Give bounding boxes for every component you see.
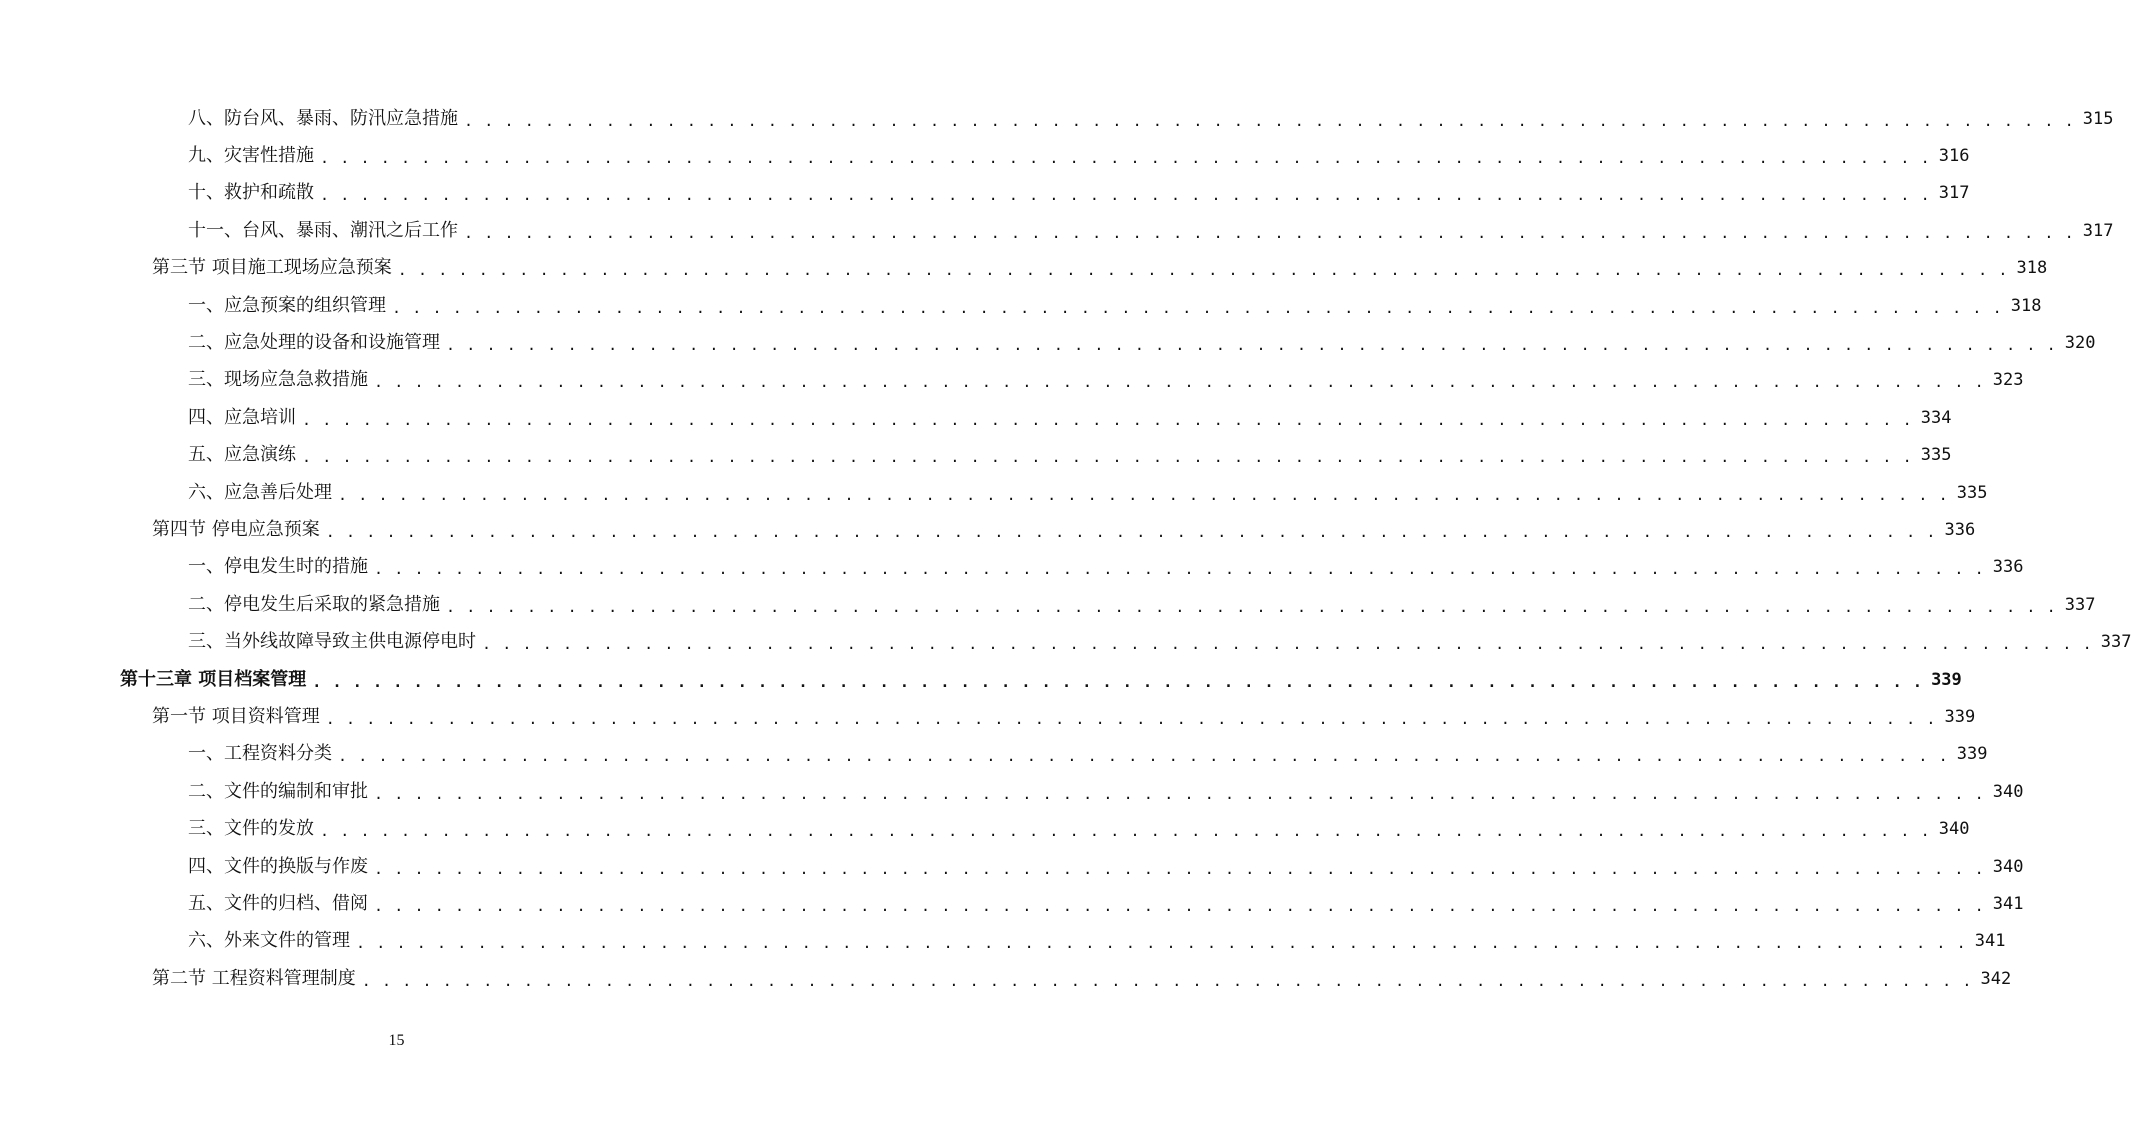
toc-entry-title: 五、应急演练 xyxy=(188,444,296,466)
toc-entry[interactable] xyxy=(0,175,1970,212)
toc-entry[interactable] xyxy=(0,437,1952,474)
toc-entry[interactable] xyxy=(0,137,1970,174)
toc-entry-page: 318 xyxy=(2010,295,2042,316)
toc-entry-page: 340 xyxy=(1992,781,2024,802)
toc-entry-title: 一、工程资料分类 xyxy=(188,743,332,765)
toc-entry-title: 二、停电发生后采取的紧急措施 xyxy=(188,593,440,615)
toc-entry[interactable] xyxy=(0,848,2024,885)
page-number: 15 xyxy=(388,1032,405,1049)
toc-entry-page: 339 xyxy=(1944,706,1976,727)
toc-entry-title: 三、现场应急急救措施 xyxy=(188,369,368,391)
toc-entry-page: 320 xyxy=(2064,333,2096,354)
dot-leader: . . . . . . . . . . . . . . . . . . . . . . . . . . . . . . . . . . . . . . . . . . . . . . . . . . . . . . . . . . . . . . . . . . . . . . . . . . . . . . . . xyxy=(446,336,2057,355)
toc-entry-title: 第三节 项目施工现场应急预案 xyxy=(152,257,392,279)
toc-entry[interactable] xyxy=(0,287,2042,324)
toc-entry-page: 341 xyxy=(1992,893,2024,914)
toc-entry-title: 九、灾害性措施 xyxy=(188,145,314,167)
toc-chapter-entry[interactable] xyxy=(0,661,1962,698)
toc-entry-title: 四、文件的换版与作废 xyxy=(188,855,368,877)
toc-entry[interactable] xyxy=(0,474,1988,511)
dot-leader: . . . . . . . . . . . . . . . . . . . . . . . . . . . . . . . . . . . . . . . . . . . . . . . . . . . . . . . . . . . . . . . . . . . . . . . . . . . . . . . . xyxy=(446,597,2057,616)
dot-leader: . . . . . . . . . . . . . . . . . . . . . . . . . . . . . . . . . . . . . . . . . . . . . . . . . . . . . . . . . . . . . . . . . . . . . . . . . . . . . . . . xyxy=(356,934,1967,953)
toc-entry[interactable] xyxy=(0,885,2024,922)
toc-entry-title: 十、救护和疏散 xyxy=(188,182,314,204)
toc-entry-page: 316 xyxy=(1938,146,1970,167)
toc-entry[interactable] xyxy=(0,399,1952,436)
toc-entry[interactable] xyxy=(0,810,1970,847)
dot-leader: . . . . . . . . . . . . . . . . . . . . . . . . . . . . . . . . . . . . . . . . . . . . . . . . . . . . . . . . . . . . . . . . . . . . . . . . . . . . . . . . xyxy=(320,186,1931,205)
toc-entry-title: 第二节 工程资料管理制度 xyxy=(152,967,356,989)
toc-entry-page: 339 xyxy=(1931,669,1962,690)
toc-entry-title: 第十三章 项目档案管理 xyxy=(120,668,307,690)
toc-entry-title: 三、当外线故障导致主供电源停电时 xyxy=(188,631,476,653)
toc-entry[interactable] xyxy=(0,586,2096,623)
dot-leader: . . . . . . . . . . . . . . . . . . . . . . . . . . . . . . . . . . . . . . . . . . . . . . . . . . . . . . . . . . . . . . . . . . . . . . . . . . . . . . . . xyxy=(464,223,2075,242)
toc-section-entry[interactable] xyxy=(0,698,1976,735)
toc-entry-title: 四、应急培训 xyxy=(188,406,296,428)
toc-section-entry[interactable] xyxy=(0,960,2012,997)
toc-entry-page: 335 xyxy=(1956,482,1988,503)
toc-entry-page: 337 xyxy=(2100,632,2132,653)
toc-entry-title: 第四节 停电应急预案 xyxy=(152,518,320,540)
toc-entry-page: 342 xyxy=(1980,968,2012,989)
toc-entry-page: 341 xyxy=(1974,931,2006,952)
dot-leader: . . . . . . . . . . . . . . . . . . . . . . . . . . . . . . . . . . . . . . . . . . . . . . . . . . . . . . . . . . . . . . . . . . . . . . . . . . . . . . . . xyxy=(302,410,1913,429)
toc-entry-page: 334 xyxy=(1920,407,1952,428)
toc-section-entry[interactable] xyxy=(0,511,1976,548)
toc-entry-page: 335 xyxy=(1920,445,1952,466)
table-of-contents xyxy=(0,100,2132,997)
toc-entry-page: 340 xyxy=(1938,819,1970,840)
toc-entry-page: 318 xyxy=(2016,258,2048,279)
toc-entry-title: 五、文件的归档、借阅 xyxy=(188,892,368,914)
toc-entry-page: 317 xyxy=(2082,220,2114,241)
dot-leader: . . . . . . . . . . . . . . . . . . . . . . . . . . . . . . . . . . . . . . . . . . . . . . . . . . . . . . . . . . . . . . . . . . . . . . . . . . . . . . . . xyxy=(374,896,1985,915)
toc-entry-title: 十一、台风、暴雨、潮汛之后工作 xyxy=(188,219,458,241)
toc-entry-page: 323 xyxy=(1992,370,2024,391)
dot-leader: . . . . . . . . . . . . . . . . . . . . . . . . . . . . . . . . . . . . . . . . . . . . . . . . . . . . . . . . . . . . . . . . . . . . . . . . . . . . . . . . xyxy=(320,149,1931,168)
toc-entry-title: 二、应急处理的设备和设施管理 xyxy=(188,332,440,354)
toc-section-entry[interactable] xyxy=(0,250,2048,287)
toc-entry[interactable] xyxy=(0,324,2096,361)
toc-entry-page: 336 xyxy=(1944,519,1976,540)
toc-entry-page: 339 xyxy=(1956,744,1988,765)
toc-entry-page: 336 xyxy=(1992,557,2024,578)
dot-leader: . . . . . . . . . . . . . . . . . . . . . . . . . . . . . . . . . . . . . . . . . . . . . . . . . . . . . . . . . . . . . . . . . . . . . . . . . . . . . . . . xyxy=(482,635,2093,654)
toc-entry[interactable] xyxy=(0,100,2114,137)
dot-leader: . . . . . . . . . . . . . . . . . . . . . . . . . . . . . . . . . . . . . . . . . . . . . . . . . . . . . . . . . . . . . . . . . . . . . . . . . . . . . . . . xyxy=(325,709,1937,728)
toc-entry-title: 第一节 项目资料管理 xyxy=(152,705,320,727)
toc-entry-page: 337 xyxy=(2064,594,2096,615)
toc-entry-title: 六、应急善后处理 xyxy=(188,481,332,503)
toc-entry[interactable] xyxy=(0,212,2114,249)
toc-entry-title: 六、外来文件的管理 xyxy=(188,930,350,952)
toc-entry[interactable] xyxy=(0,549,2024,586)
dot-leader: . . . . . . . . . . . . . . . . . . . . . . . . . . . . . . . . . . . . . . . . . . . . . . . . . . . . . . . . . . . . . . . . . . . . . . . . . . . . . . . . xyxy=(325,522,1937,541)
toc-entry-title: 八、防台风、暴雨、防汛应急措施 xyxy=(188,107,458,129)
dot-leader: . . . . . . . . . . . . . . . . . . . . . . . . . . . . . . . . . . . . . . . . . . . . . . . . . . . . . . . . . . . . . . . . . . . . . . . . . . . . . . . . xyxy=(374,859,1985,878)
toc-entry-title: 一、停电发生时的措施 xyxy=(188,556,368,578)
toc-entry-page: 315 xyxy=(2082,108,2114,129)
toc-entry-title: 一、应急预案的组织管理 xyxy=(188,294,386,316)
dot-leader: . . . . . . . . . . . . . . . . . . . . . . . . . . . . . . . . . . . . . . . . . . . . . . . . . . . . . . . . . . . . . . . . . . . . . . . . . . . . . . . . xyxy=(464,111,2075,130)
toc-entry[interactable] xyxy=(0,736,1988,773)
dot-leader: . . . . . . . . . . . . . . . . . . . . . . . . . . . . . . . . . . . . . . . . . . . . . . . . . . . . . . . . . . . . . . . . . . . . . . . . . . . . . . . . xyxy=(312,672,1924,691)
dot-leader: . . . . . . . . . . . . . . . . . . . . . . . . . . . . . . . . . . . . . . . . . . . . . . . . . . . . . . . . . . . . . . . . . . . . . . . . . . . . . . . . xyxy=(397,261,2009,280)
toc-entry[interactable] xyxy=(0,773,2024,810)
toc-entry[interactable] xyxy=(0,923,2006,960)
toc-entry-page: 317 xyxy=(1938,183,1970,204)
dot-leader: . . . . . . . . . . . . . . . . . . . . . . . . . . . . . . . . . . . . . . . . . . . . . . . . . . . . . . . . . . . . . . . . . . . . . . . . . . . . . . . . xyxy=(392,298,2003,317)
toc-entry[interactable] xyxy=(0,623,2132,660)
dot-leader: . . . . . . . . . . . . . . . . . . . . . . . . . . . . . . . . . . . . . . . . . . . . . . . . . . . . . . . . . . . . . . . . . . . . . . . . . . . . . . . . xyxy=(338,485,1949,504)
dot-leader: . . . . . . . . . . . . . . . . . . . . . . . . . . . . . . . . . . . . . . . . . . . . . . . . . . . . . . . . . . . . . . . . . . . . . . . . . . . . . . . . xyxy=(374,373,1985,392)
toc-entry-title: 二、文件的编制和审批 xyxy=(188,780,368,802)
dot-leader: . . . . . . . . . . . . . . . . . . . . . . . . . . . . . . . . . . . . . . . . . . . . . . . . . . . . . . . . . . . . . . . . . . . . . . . . . . . . . . . . xyxy=(374,560,1985,579)
toc-entry-title: 三、文件的发放 xyxy=(188,818,314,840)
dot-leader: . . . . . . . . . . . . . . . . . . . . . . . . . . . . . . . . . . . . . . . . . . . . . . . . . . . . . . . . . . . . . . . . . . . . . . . . . . . . . . . . xyxy=(361,971,1973,990)
dot-leader: . . . . . . . . . . . . . . . . . . . . . . . . . . . . . . . . . . . . . . . . . . . . . . . . . . . . . . . . . . . . . . . . . . . . . . . . . . . . . . . . xyxy=(374,784,1985,803)
toc-entry-page: 340 xyxy=(1992,856,2024,877)
toc-entry[interactable] xyxy=(0,362,2024,399)
dot-leader: . . . . . . . . . . . . . . . . . . . . . . . . . . . . . . . . . . . . . . . . . . . . . . . . . . . . . . . . . . . . . . . . . . . . . . . . . . . . . . . . xyxy=(320,822,1931,841)
dot-leader: . . . . . . . . . . . . . . . . . . . . . . . . . . . . . . . . . . . . . . . . . . . . . . . . . . . . . . . . . . . . . . . . . . . . . . . . . . . . . . . . xyxy=(338,747,1949,766)
dot-leader: . . . . . . . . . . . . . . . . . . . . . . . . . . . . . . . . . . . . . . . . . . . . . . . . . . . . . . . . . . . . . . . . . . . . . . . . . . . . . . . . xyxy=(302,448,1913,467)
